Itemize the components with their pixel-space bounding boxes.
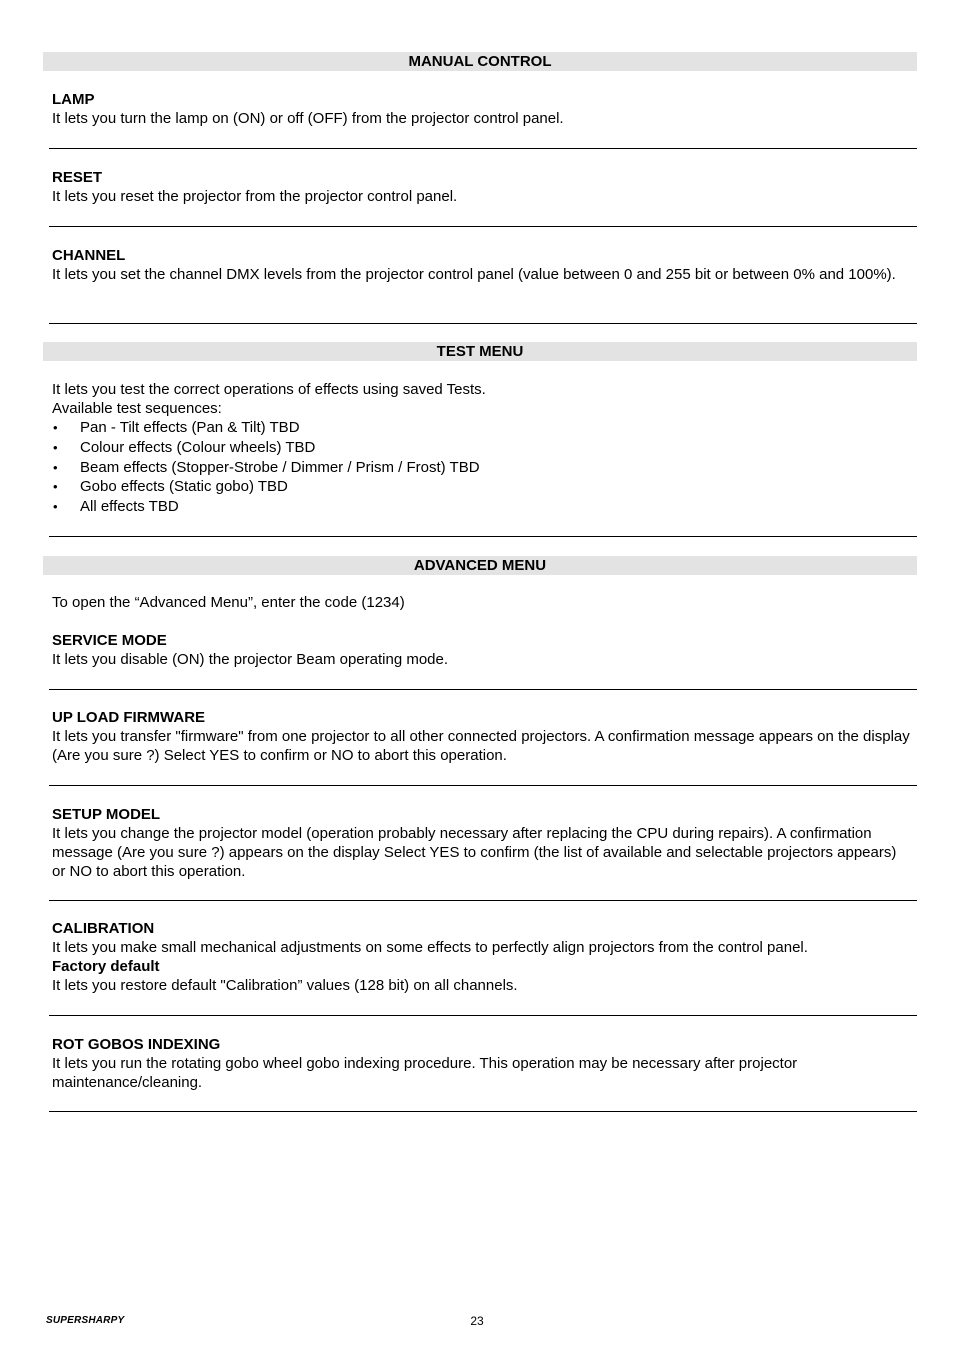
service-mode-section — [52, 631, 912, 669]
setup-model-text: It lets you change the projector model (operation probably necessary after replacing the CPU during repairs). A confirmation message (Are you sure ?) appears on the display Select YES to confirm (the list of available and selectable projectors appears) or NO to abort this operation. — [52, 825, 897, 880]
rot-gobos-section — [52, 1035, 912, 1092]
test-menu-available: Available test sequences: — [52, 400, 222, 417]
list-item: • Beam effects (Stopper-Strobe / Dimmer / Prism / Frost) TBD — [52, 458, 912, 478]
brand-logo: SUPERSHARPY — [46, 1315, 125, 1326]
setup-model-section — [52, 805, 912, 881]
channel-section — [52, 246, 912, 284]
rot-gobos-text: It lets you run the rotating gobo wheel gobo indexing procedure. This operation may be necessary after projector maintenance/cleaning. — [52, 1055, 798, 1091]
factory-default-heading: Factory default — [52, 958, 160, 975]
page-number: 23 — [470, 1314, 484, 1328]
lamp-text: It lets you turn the lamp on (ON) or off (OFF) from the projector control panel. — [52, 110, 564, 127]
divider — [49, 900, 917, 901]
upload-firmware-section — [52, 708, 912, 765]
advanced-menu-intro-text: To open the “Advanced Menu”, enter the code (1234) — [52, 594, 405, 611]
section-title-test-menu: TEST MENU — [43, 342, 917, 361]
channel-heading: CHANNEL — [52, 247, 126, 264]
test-menu-section — [52, 380, 912, 517]
divider — [49, 226, 917, 227]
divider — [49, 148, 917, 149]
divider — [49, 1015, 917, 1016]
factory-default-text: It lets you restore default "Calibration” values (128 bit) on all channels. — [52, 977, 518, 994]
section-title-manual-control: MANUAL CONTROL — [43, 52, 917, 71]
calibration-heading: CALIBRATION — [52, 920, 155, 937]
list-item: • Pan - Tilt effects (Pan & Tilt) TBD — [52, 418, 912, 438]
divider — [49, 785, 917, 786]
advanced-menu-intro — [52, 593, 912, 612]
reset-heading: RESET — [52, 169, 103, 186]
upload-firmware-heading: UP LOAD FIRMWARE — [52, 709, 206, 726]
rot-gobos-heading: ROT GOBOS INDEXING — [52, 1036, 221, 1053]
lamp-section — [52, 90, 912, 128]
list-item: • Gobo effects (Static gobo) TBD — [52, 477, 912, 497]
divider — [49, 323, 917, 324]
divider — [49, 536, 917, 537]
setup-model-heading: SETUP MODEL — [52, 806, 161, 823]
list-item: • Colour effects (Colour wheels) TBD — [52, 438, 912, 458]
divider — [49, 1111, 917, 1112]
reset-text: It lets you reset the projector from the projector control panel. — [52, 188, 458, 205]
calibration-section — [52, 919, 912, 995]
service-mode-text: It lets you disable (ON) the projector Beam operating mode. — [52, 651, 449, 668]
channel-text: It lets you set the channel DMX levels from the projector control panel (value between 0 and 255 bit or between 0% and 100%). — [52, 266, 896, 283]
section-title-advanced-menu: ADVANCED MENU — [43, 556, 917, 575]
list-item: • All effects TBD — [52, 497, 912, 517]
service-mode-heading: SERVICE MODE — [52, 632, 167, 649]
reset-section — [52, 168, 912, 206]
test-sequence-list — [52, 418, 912, 517]
calibration-text: It lets you make small mechanical adjustments on some effects to perfectly align projectors from the control panel. — [52, 939, 808, 956]
test-menu-intro: It lets you test the correct operations of effects using saved Tests. — [52, 381, 486, 398]
upload-firmware-text: It lets you transfer "firmware" from one projector to all other connected projectors. A confirmation message appears on the display (Are you sure ?) Select YES to confirm or NO to abort this operation. — [52, 728, 910, 764]
divider — [49, 689, 917, 690]
lamp-heading: LAMP — [52, 91, 95, 108]
